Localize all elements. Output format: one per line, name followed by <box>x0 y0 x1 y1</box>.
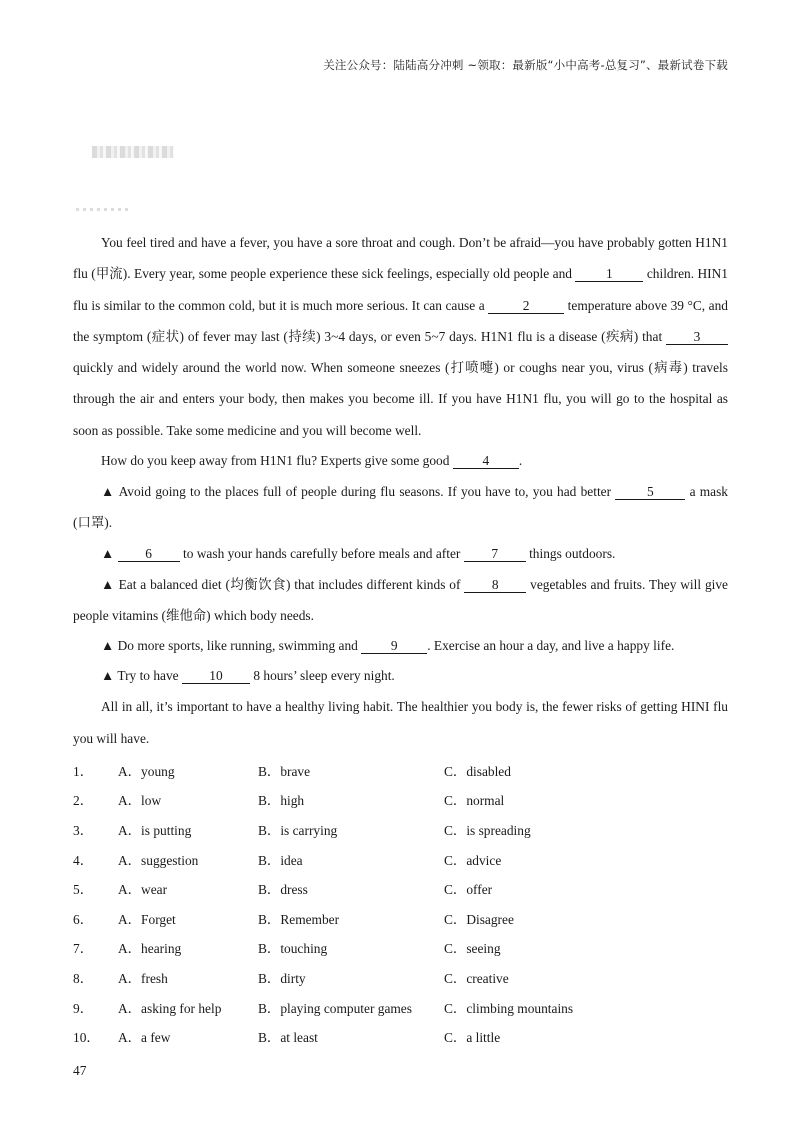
question-number: 1． <box>73 763 94 779</box>
text: . <box>518 453 523 469</box>
option-a: A．young <box>118 763 175 779</box>
option-c: C．creative <box>444 971 509 987</box>
text: . Exercise an hour a day, and live a happy life. <box>427 638 675 654</box>
option-c: C．a little <box>444 1030 501 1046</box>
text: ▲ Do more sports, like running, swimming and <box>101 638 358 654</box>
option-a: A．Forget <box>118 911 176 927</box>
question-row <box>73 962 728 992</box>
option-a: A．a few <box>118 1030 171 1046</box>
option-c: C．disabled <box>444 763 511 779</box>
option-a: A．wear <box>118 882 168 898</box>
paragraph-3 <box>73 476 728 539</box>
paragraph-1 <box>73 227 728 446</box>
option-b: B．is carrying <box>258 823 338 839</box>
question-number: 8． <box>73 971 94 987</box>
option-c: C．advice <box>444 852 502 868</box>
blank-8: 8 <box>464 577 526 593</box>
question-number: 9． <box>73 1000 94 1016</box>
option-b: B．dress <box>258 882 308 898</box>
option-b: B．touching <box>258 941 328 957</box>
paragraph-7 <box>73 661 728 691</box>
text: ▲ Eat a balanced diet (均衡饮食) that includes different kinds of <box>101 576 461 592</box>
blank-3: 3 <box>666 329 728 345</box>
paragraph-2 <box>73 446 728 476</box>
question-row <box>73 755 728 785</box>
option-b: B．high <box>258 793 305 809</box>
option-c: C．is spreading <box>444 823 531 839</box>
question-row <box>73 873 728 903</box>
question-row <box>73 1021 728 1051</box>
option-a: A．suggestion <box>118 852 199 868</box>
text: temperature above 39 °C, and the symptom (症状) of fever may last (持续) 3~4 days, or even 5~7 days. H1N1 flu is a disease (疾病) that <box>73 297 728 344</box>
text: ▲ Try to have <box>101 668 179 684</box>
text: to wash your hands carefully before meals and after <box>182 545 461 561</box>
option-a: A．low <box>118 793 162 809</box>
option-b: B．brave <box>258 763 311 779</box>
paragraph-5 <box>73 569 728 632</box>
option-c: C．seeing <box>444 941 501 957</box>
blank-9: 9 <box>361 638 427 654</box>
page-number: 47 <box>73 1063 87 1078</box>
option-c: C．Disagree <box>444 911 514 927</box>
blank-4: 4 <box>453 453 519 469</box>
question-row <box>73 784 728 814</box>
question-number: 5． <box>73 882 94 898</box>
option-b: B．dirty <box>258 971 306 987</box>
question-row <box>73 932 728 962</box>
text: things outdoors. <box>529 545 616 561</box>
question-row <box>73 814 728 844</box>
option-b: B．idea <box>258 852 303 868</box>
paragraph-8: All in all, it’s important to have a healthy living habit. The healthier you body is, the fewer risks of getting HINI flu you will have. <box>73 699 728 746</box>
question-number: 6． <box>73 911 94 927</box>
blank-7: 7 <box>464 546 526 562</box>
text: 8 hours’ sleep every night. <box>253 668 395 684</box>
text: a mask (口罩). <box>73 484 728 531</box>
option-a: A．fresh <box>118 971 168 987</box>
question-row <box>73 903 728 933</box>
blank-2: 2 <box>488 298 564 314</box>
question-number: 2． <box>73 793 94 809</box>
scan-artifact-line <box>76 208 128 211</box>
text: children. HIN1 flu is similar to the common cold, but it is much more serious. It can cause a <box>73 266 728 313</box>
scan-artifact <box>92 146 174 158</box>
page-header: 关注公众号：陆陆高分冲刺 ~领取：最新版“小中高考-总复习”、最新试卷下载 <box>323 58 728 72</box>
paragraph-4 <box>73 539 728 569</box>
question-row <box>73 992 728 1022</box>
option-b: B．Remember <box>258 911 340 927</box>
passage-content <box>73 227 728 1051</box>
question-row <box>73 844 728 874</box>
text: How do you keep away from H1N1 flu? Experts give some good <box>101 453 450 469</box>
option-c: C．offer <box>444 882 493 898</box>
paragraph-6 <box>73 631 728 661</box>
text: vegetables and fruits. They will give people vitamins (维他命) which body needs. <box>73 576 729 623</box>
triangle-icon: ▲ <box>101 545 115 561</box>
question-number: 10． <box>73 1030 100 1046</box>
option-c: C．normal <box>444 793 505 809</box>
option-c: C．climbing mountains <box>444 1000 574 1016</box>
option-a: A．hearing <box>118 941 182 957</box>
question-number: 7． <box>73 941 94 957</box>
option-b: B．playing computer games <box>258 1000 412 1016</box>
option-a: A．is putting <box>118 823 192 839</box>
blank-1: 1 <box>575 266 643 282</box>
blank-5: 5 <box>615 484 685 500</box>
text: You feel tired and have a fever, you have a sore throat and cough. Don’t be afraid—you have probably gotten H1N1 flu (甲流). Every year, some people experience these sick feelings, especially old people and <box>73 235 728 282</box>
text: ▲ Avoid going to the places full of people during flu seasons. If you have to, you had better <box>101 484 612 500</box>
blank-6: 6 <box>118 546 180 562</box>
option-b: B．at least <box>258 1030 318 1046</box>
question-number: 3． <box>73 823 94 839</box>
text: quickly and widely around the world now. When someone sneezes (打喷嚏) or coughs near you, virus (病毒) travels through the air and enters your body, then makes you become ill. If you have H1N1 flu, you will go to the hospital as soon as possible. Take some medicine and you will become well. <box>73 360 728 438</box>
blank-10: 10 <box>182 668 250 684</box>
answer-options <box>73 755 728 1051</box>
option-a: A．asking for help <box>118 1000 222 1016</box>
question-number: 4． <box>73 852 94 868</box>
